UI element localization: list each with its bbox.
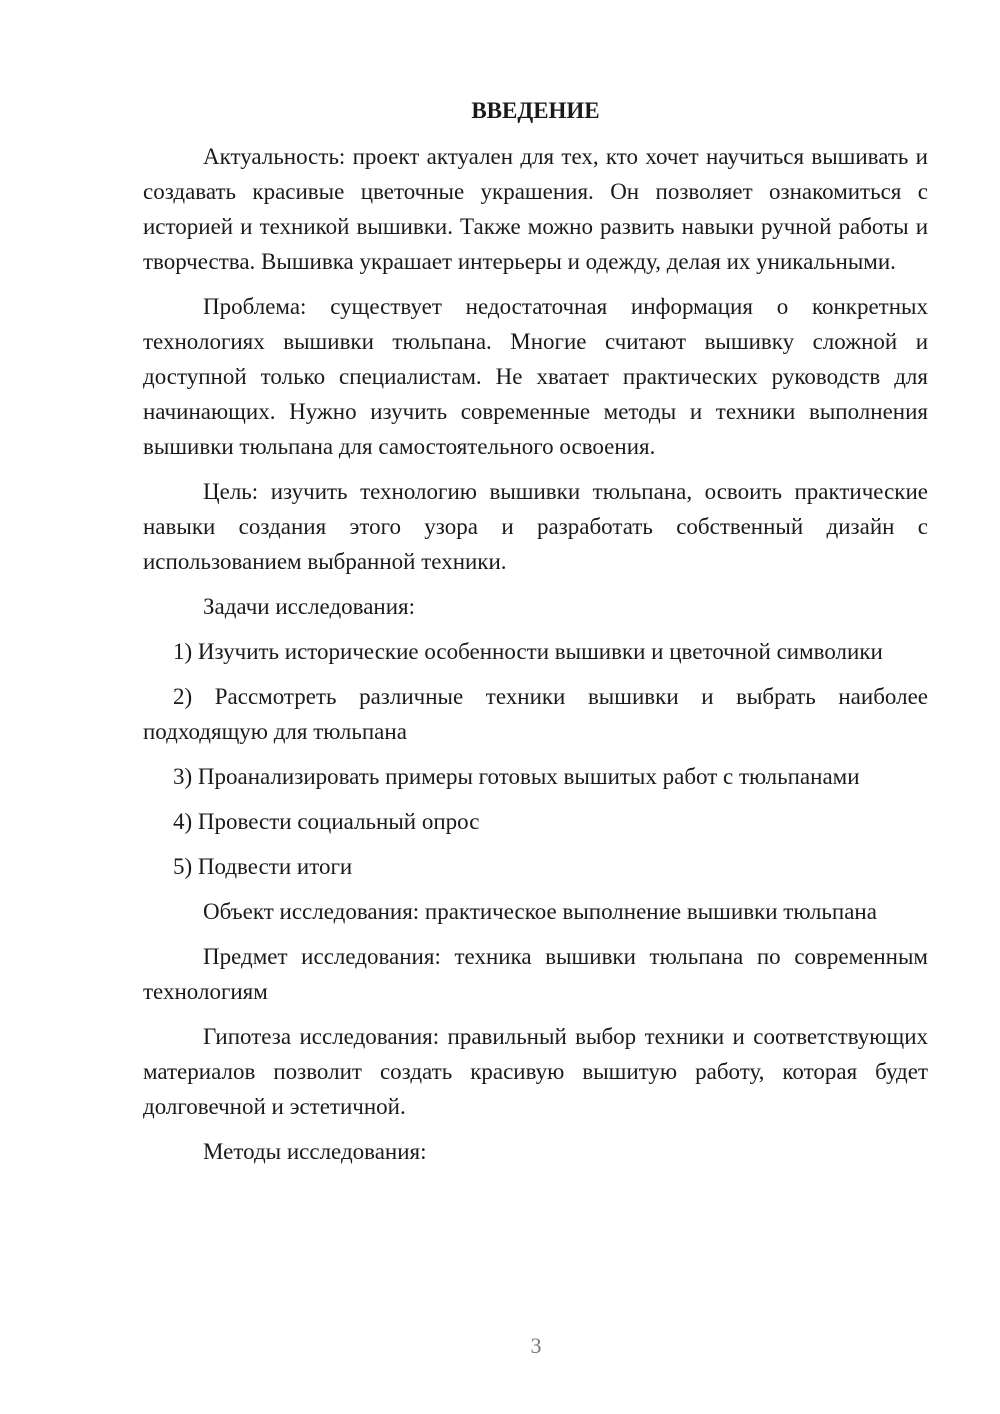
task-item: 4) Провести социальный опрос (173, 809, 480, 834)
task-item: 1) Изучить исторические особенности вышивки и цветочной символики (173, 639, 883, 664)
task-item: 2) Рассмотреть различные техники вышивки и выбрать наиболее подходящую для тюльпана (143, 684, 928, 744)
problem-paragraph: Проблема: существует недостаточная информация о конкретных технологиях вышивки тюльпана. Многие считают вышивку сложной и доступной только специалистам. Не хватает практических руководств для начинающих. Нужно изучить современные методы и техники выполнения вышивки тюльпана для самостоятельного освоения. (143, 294, 928, 459)
task-item: 3) Проанализировать примеры готовых вышитых работ с тюльпанами (173, 764, 860, 789)
tasks-heading: Задачи исследования: (203, 594, 416, 619)
subject-paragraph: Предмет исследования: техника вышивки тюльпана по современным технологиям (143, 944, 928, 1004)
relevance-paragraph: Актуальность: проект актуален для тех, кто хочет научиться вышивать и создавать красивые цветочные украшения. Он позволяет ознакомиться с историей и техникой вышивки. Также можно развить навыки ручной работы и творчества. Вышивка украшает интерьеры и одежду, делая их уникальными. (143, 144, 928, 274)
section-title: ВВЕДЕНИЕ (471, 98, 600, 123)
page-content (143, 93, 928, 1179)
object-paragraph: Объект исследования: практическое выполнение вышивки тюльпана (203, 899, 877, 924)
methods-heading: Методы исследования: (203, 1139, 427, 1164)
page-number: 3 (530, 1333, 542, 1358)
hypothesis-paragraph: Гипотеза исследования: правильный выбор техники и соответствующих материалов позволит создать красивую вышитую работу, которая будет долговечной и эстетичной. (143, 1024, 928, 1119)
task-item: 5) Подвести итоги (173, 854, 353, 879)
goal-paragraph: Цель: изучить технологию вышивки тюльпана, освоить практические навыки создания этого узора и разработать собственный дизайн с использованием выбранной техники. (143, 479, 928, 574)
